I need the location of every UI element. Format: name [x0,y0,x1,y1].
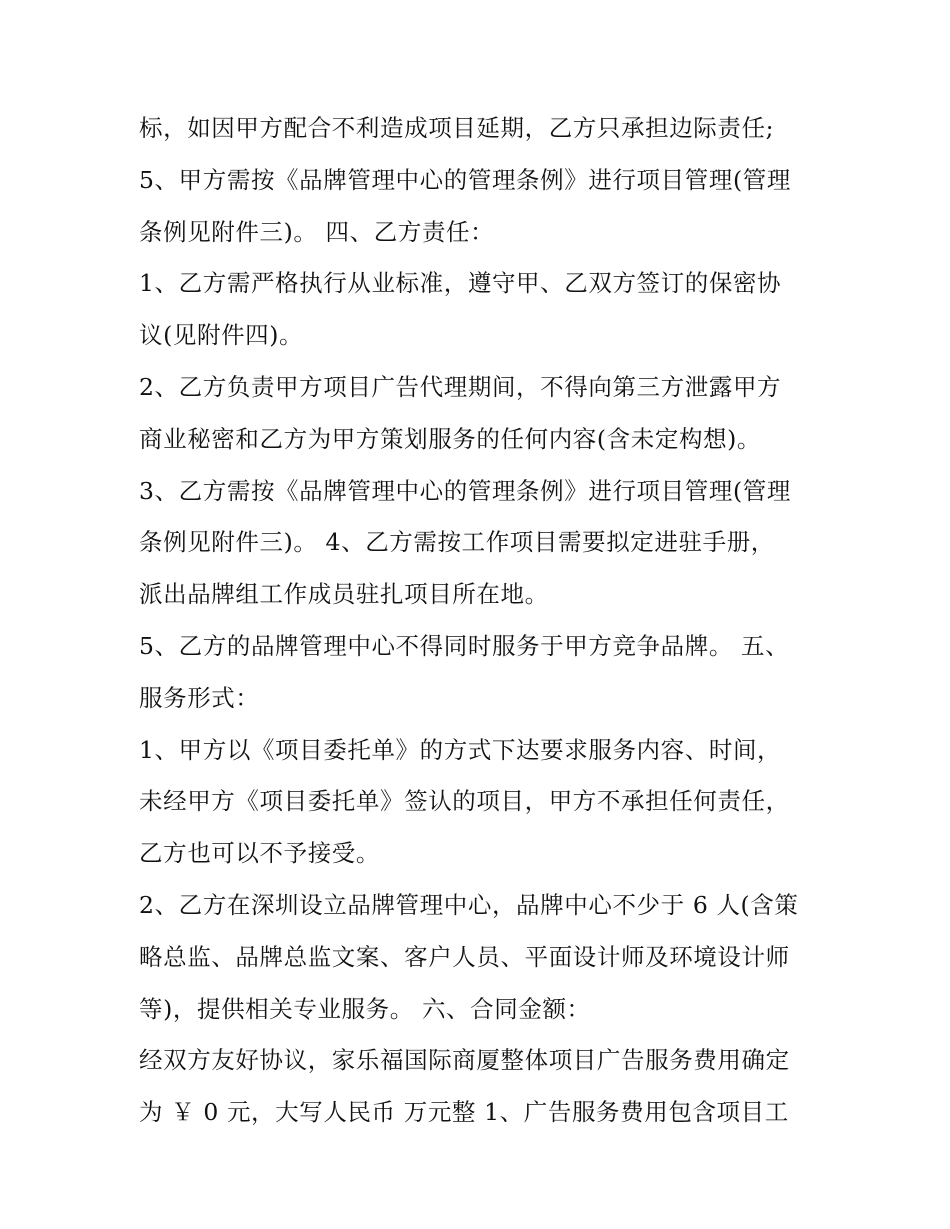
text-line: 条例见附件三)。 四、乙方责任： [139,217,495,246]
text-line: 1、乙方需严格执行从业标准，遵守甲、乙双方签订的保密协 [139,269,782,298]
text-line: 5、甲方需按《品牌管理中心的管理条例》进行项目管理(管理 [139,165,791,194]
contract-text-body [139,103,829,1139]
text-line: 2、乙方负责甲方项目广告代理期间，不得向第三方泄露甲方 [139,372,782,401]
text-line: 1、甲方以《项目委托单》的方式下达要求服务内容、时间， [139,735,782,764]
text-line: 3、乙方需按《品牌管理中心的管理条例》进行项目管理(管理 [139,476,791,505]
text-line: 议(见附件四)。 [139,321,304,350]
text-line: 条例见附件三)。 4、乙方需按工作项目需要拟定进驻手册， [139,528,775,557]
text-line: 派出品牌组工作成员驻扎项目所在地。 [139,580,549,609]
text-line: 5、乙方的品牌管理中心不得同时服务于甲方竞争品牌。 五、 [139,631,790,660]
text-line: 未经甲方《项目委托单》签认的项目，甲方不承担任何责任， [139,787,790,816]
text-line: 标，如因甲方配合不利造成项目延期，乙方只承担边际责任; [139,114,775,142]
text-line: 2、乙方在深圳设立品牌管理中心，品牌中心不少于 6 人(含策 [139,890,799,919]
text-line: 等)，提供相关专业服务。 六、合同金额： [139,994,591,1023]
text-line: 商业秘密和乙方为甲方策划服务的任何内容(含未定构想)。 [139,424,762,453]
text-line: 略总监、品牌总监文案、客户人员、平面设计师及环境设计师 [139,942,790,971]
text-line: 乙方也可以不予接受。 [139,839,380,868]
text-line: 为 ￥ 0 元，大写人民币 万元整 1、广告服务费用包含项目工 [139,1098,789,1127]
text-line: 经双方友好协议，家乐福国际商厦整体项目广告服务费用确定 [139,1046,790,1075]
text-line: 服务形式： [139,683,260,712]
